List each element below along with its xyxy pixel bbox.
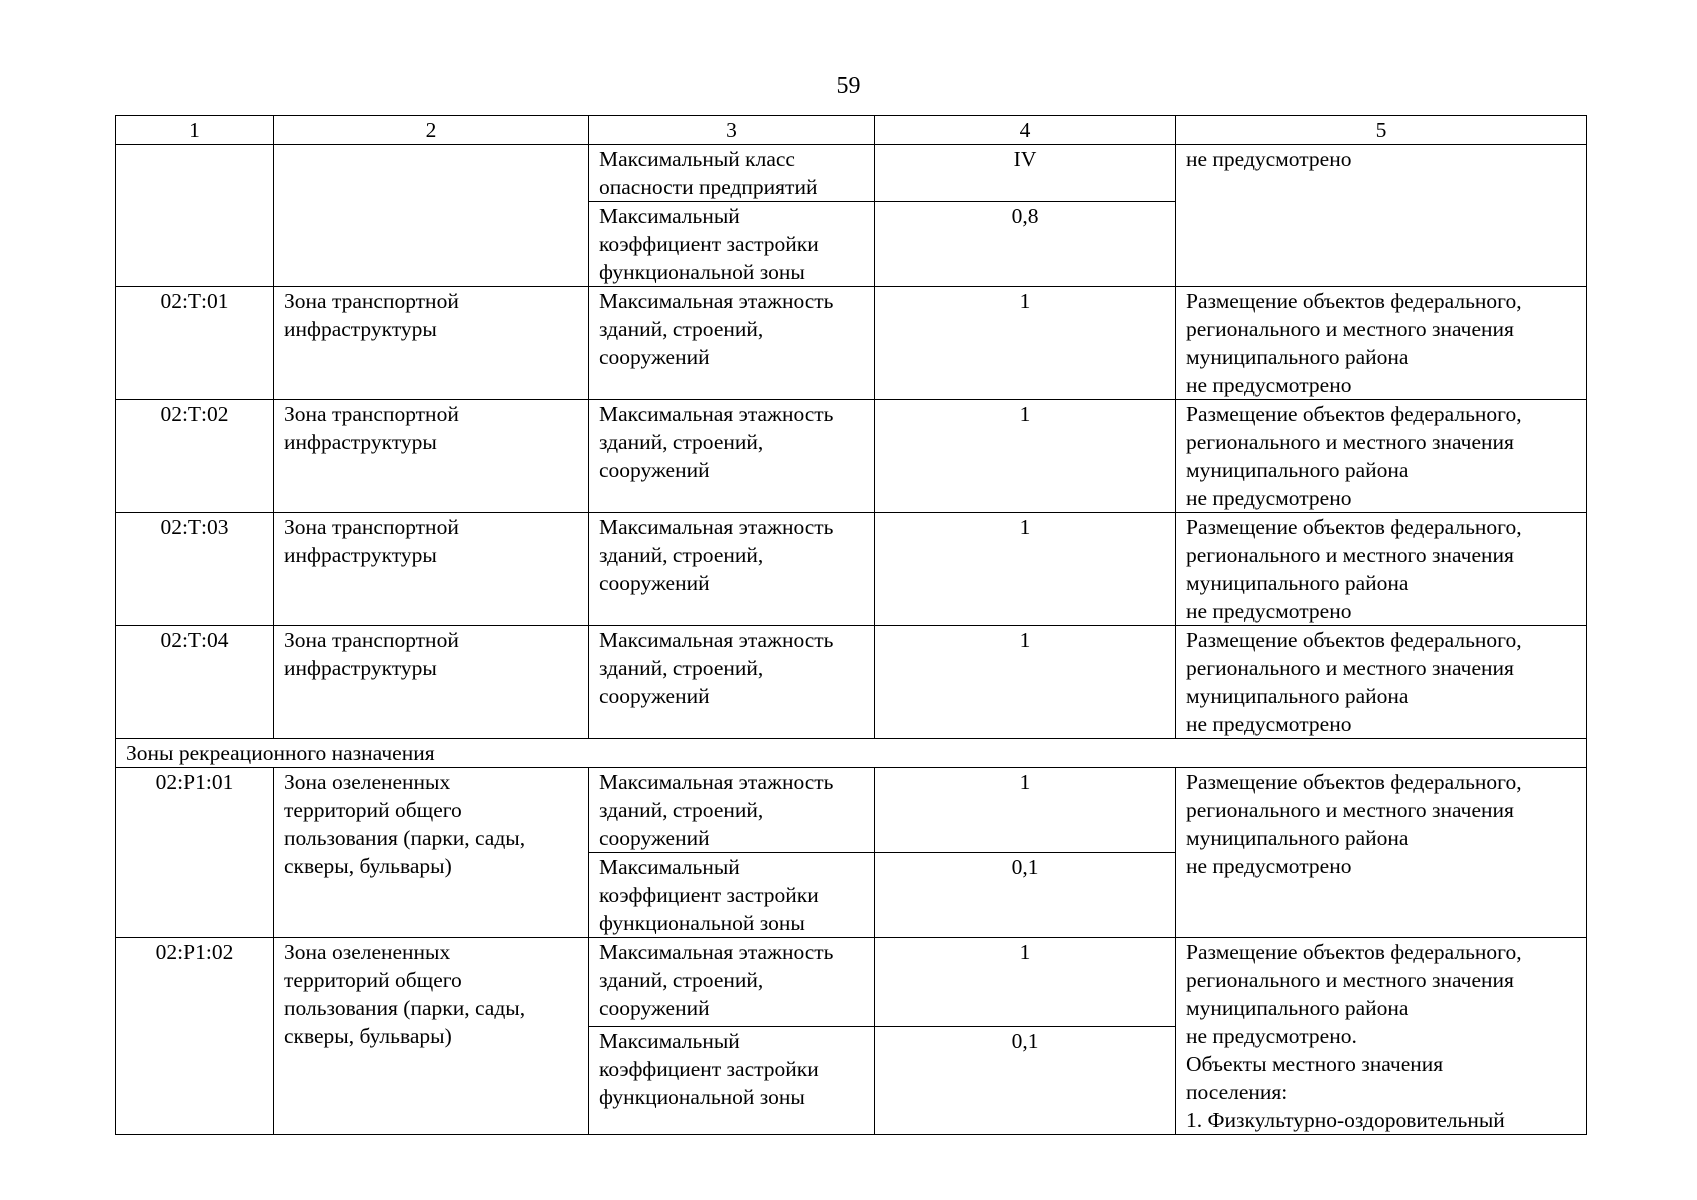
parameter-label-cell: Максимальная этажность зданий, строений, сооружений [589, 768, 875, 853]
table-row [116, 513, 1587, 626]
table-row [116, 768, 1587, 853]
zone-name-cell [274, 145, 589, 287]
parameter-value-cell: 0,1 [875, 853, 1176, 938]
parameter-value-cell: 1 [875, 513, 1176, 626]
zones-table [115, 115, 1587, 1135]
zone-code-cell [116, 145, 274, 287]
placement-note-cell: Размещение объектов федерального, регионального и местного значения муниципального района не предусмотрено [1176, 287, 1587, 400]
placement-note-cell: Размещение объектов федерального, регионального и местного значения муниципального района не предусмотрено [1176, 513, 1587, 626]
parameter-label-cell: Максимальная этажность зданий, строений, сооружений [589, 938, 875, 1027]
placement-note-cell: Размещение объектов федерального, регионального и местного значения муниципального района не предусмотрено. Объекты местного значения поселения: 1. Физкультурно-оздоровительный [1176, 938, 1587, 1135]
parameter-value-cell: 0,8 [875, 202, 1176, 287]
section-row [116, 739, 1587, 768]
parameter-value-cell: 1 [875, 938, 1176, 1027]
parameter-value-cell: 1 [875, 287, 1176, 400]
parameter-label-cell: Максимальный коэффициент застройки функциональной зоны [589, 853, 875, 938]
parameter-value-cell: 1 [875, 626, 1176, 739]
parameter-value-cell: 0,1 [875, 1026, 1176, 1134]
table-header-row [116, 116, 1587, 145]
parameter-label-cell: Максимальный класс опасности предприятий [589, 145, 875, 202]
zone-name-cell: Зона озелененных территорий общего пользования (парки, сады, скверы, бульвары) [274, 768, 589, 938]
table-row [116, 626, 1587, 739]
parameter-label-cell: Максимальная этажность зданий, строений, сооружений [589, 287, 875, 400]
placement-note-cell: Размещение объектов федерального, регионального и местного значения муниципального района не предусмотрено [1176, 626, 1587, 739]
table-row [116, 287, 1587, 400]
parameter-label-cell: Максимальный коэффициент застройки функциональной зоны [589, 1026, 875, 1134]
section-title: Зоны рекреационного назначения [116, 739, 1587, 768]
table-row [116, 400, 1587, 513]
column-header: 4 [875, 116, 1176, 145]
placement-note-cell: Размещение объектов федерального, регионального и местного значения муниципального района не предусмотрено [1176, 400, 1587, 513]
zone-name-cell: Зона транспортной инфраструктуры [274, 513, 589, 626]
zone-code-cell: 02:Т:01 [116, 287, 274, 400]
zone-code-cell: 02:Т:04 [116, 626, 274, 739]
zone-code-cell: 02:Т:02 [116, 400, 274, 513]
column-header: 5 [1176, 116, 1587, 145]
zone-name-cell: Зона транспортной инфраструктуры [274, 400, 589, 513]
parameter-value-cell: 1 [875, 400, 1176, 513]
parameter-label-cell: Максимальная этажность зданий, строений, сооружений [589, 513, 875, 626]
parameter-label-cell: Максимальный коэффициент застройки функциональной зоны [589, 202, 875, 287]
column-header: 2 [274, 116, 589, 145]
column-header: 3 [589, 116, 875, 145]
parameter-label-cell: Максимальная этажность зданий, строений, сооружений [589, 400, 875, 513]
parameter-value-cell: IV [875, 145, 1176, 202]
table-row [116, 145, 1587, 202]
zone-name-cell: Зона транспортной инфраструктуры [274, 626, 589, 739]
page-number: 59 [836, 73, 861, 99]
zone-name-cell: Зона озелененных территорий общего пользования (парки, сады, скверы, бульвары) [274, 938, 589, 1135]
parameter-value-cell: 1 [875, 768, 1176, 853]
column-header: 1 [116, 116, 274, 145]
zone-name-cell: Зона транспортной инфраструктуры [274, 287, 589, 400]
placement-note-cell: не предусмотрено [1176, 145, 1587, 287]
zone-code-cell: 02:Т:03 [116, 513, 274, 626]
zone-code-cell: 02:Р1:01 [116, 768, 274, 938]
table-row [116, 938, 1587, 1027]
zone-code-cell: 02:Р1:02 [116, 938, 274, 1135]
placement-note-cell: Размещение объектов федерального, регионального и местного значения муниципального района не предусмотрено [1176, 768, 1587, 938]
parameter-label-cell: Максимальная этажность зданий, строений, сооружений [589, 626, 875, 739]
